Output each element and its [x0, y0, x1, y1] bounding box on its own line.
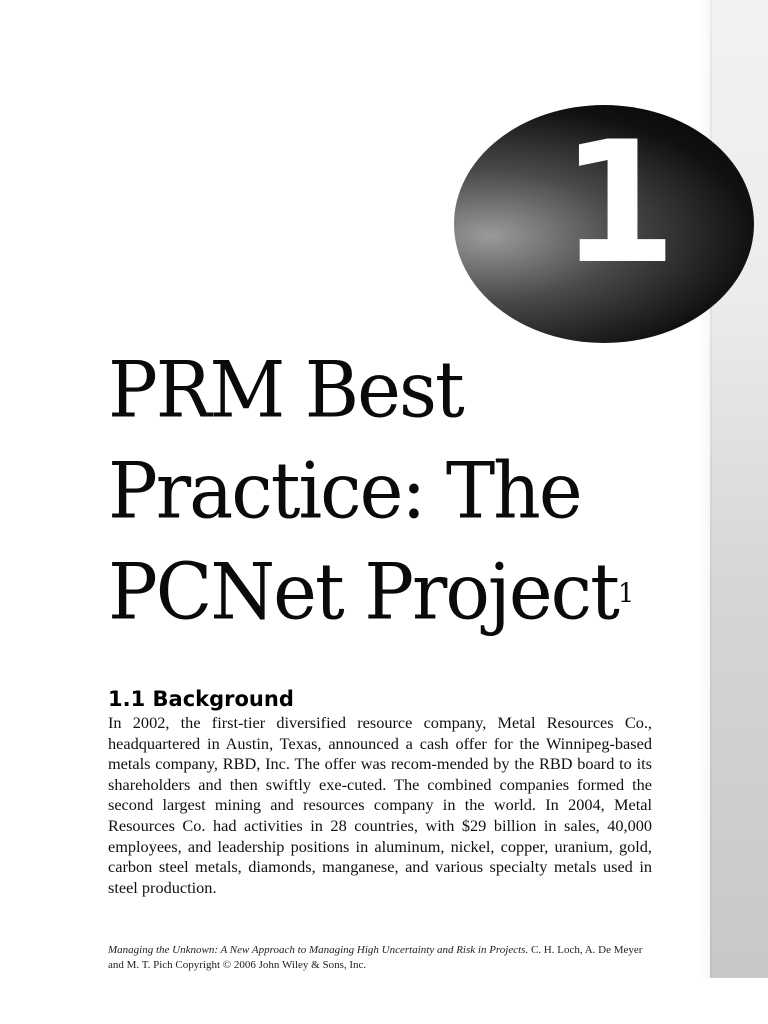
- footer-citation: [108, 943, 656, 973]
- chapter-number: 1: [560, 105, 673, 301]
- section-heading: 1.1 Background: [108, 687, 294, 711]
- chapter-title-line-3-text: PCNet Project: [108, 546, 618, 638]
- footer-copyright: C. H. Loch, A. De Meyer and M. T. Pich Copyright © 2006 John Wiley & Sons, Inc.: [108, 944, 643, 971]
- chapter-title-line-3: [108, 542, 698, 643]
- chapter-title-line-1: PRM Best: [108, 345, 463, 436]
- chapter-title-line-2: Practice: The: [108, 446, 581, 537]
- section-body: In 2002, the first-tier diversified resource company, Metal Resources Co., headquartered in Austin, Texas, announced a cash offer for the Winnipeg-based metals company, RBD, Inc. The offer was recom-mended by the RBD board to its shareholders and then swiftly exe-cuted. The combined companies formed the second largest mining and resources company in the world. In 2004, Metal Resources Co. had activities in 28 countries, with $29 billion in sales, 40,000 employees, and leadership positions in aluminum, nickel, copper, uranium, gold, carbon steel metals, diamonds, manganese, and various specialty metals used in steel production.: [108, 713, 652, 897]
- footer-book-title: Managing the Unknown: A New Approach to Managing High Uncertainty and Risk in Projects.: [108, 944, 529, 956]
- chapter-title: [108, 340, 698, 642]
- footnote-marker[interactable]: 1: [617, 578, 635, 610]
